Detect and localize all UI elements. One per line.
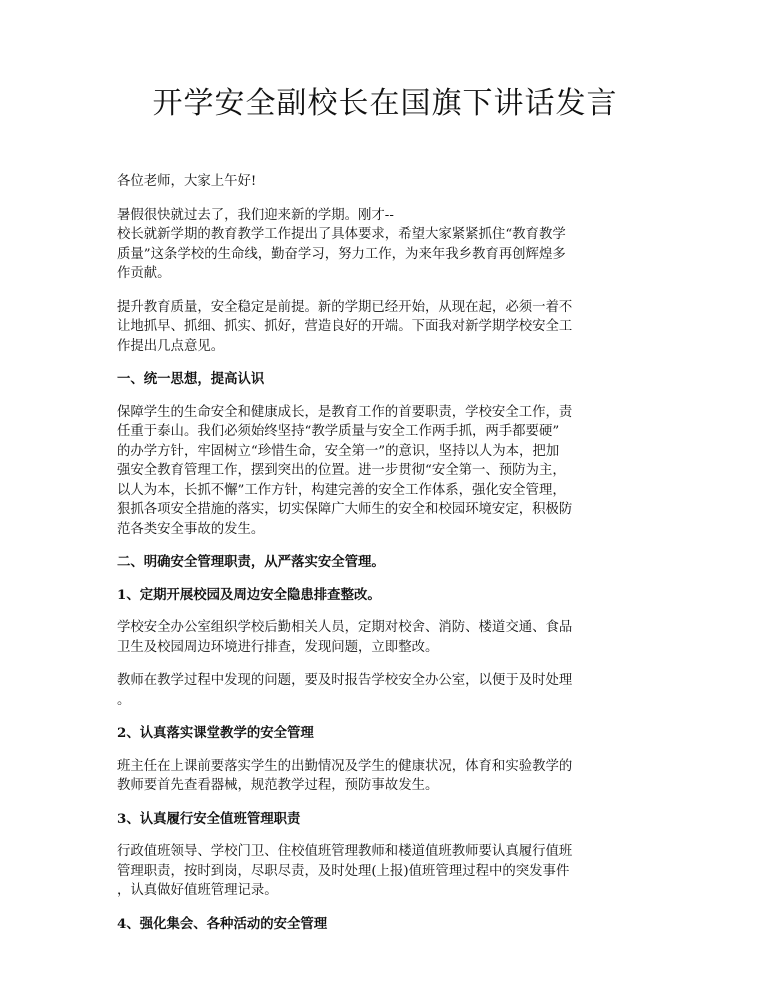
text-line: 以人为本，长抓不懈”工作方针，构建完善的安全工作体系，强化安全管理， bbox=[117, 482, 566, 498]
text-line: 狠抓各项安全措施的落实，切实保障广大师生的安全和校园环境安定，积极防 bbox=[117, 502, 573, 517]
item1-paragraph bbox=[117, 618, 647, 657]
subsection-heading: 4、强化集会、各种活动的安全管理 bbox=[117, 915, 328, 932]
text-line: 质量”这条学校的生命线，勤奋学习，努力工作，为来年我乡教育再创辉煌多 bbox=[117, 246, 566, 262]
subsection-heading: 1、定期开展校园及周边安全隐患排查整改。 bbox=[117, 586, 381, 603]
text-line: 暑假很快就过去了，我们迎来新的学期。刚才-- bbox=[117, 207, 394, 223]
text-line: 校长就新学期的教育教学工作提出了具体要求，希望大家紧紧抓住“教育教学 bbox=[117, 227, 566, 242]
item1-paragraph-2 bbox=[117, 671, 647, 710]
premise-paragraph bbox=[117, 298, 647, 357]
text-line: 教师要首先查看器械，规范教学过程，预防事故发生。 bbox=[117, 778, 439, 793]
text-line: ，认真做好值班管理记录。 bbox=[117, 883, 278, 898]
text-line: 的办学方针，牢固树立“珍惜生命，安全第一”的意识，坚持以人为本，把加 bbox=[117, 443, 560, 459]
text-line: 学校安全办公室组织学校后勤相关人员，定期对校舍、消防、楼道交通、食品 bbox=[117, 620, 573, 635]
text-line: 管理职责，按时到岗，尽职尽责，及时处理(上报)值班管理过程中的突发事件 bbox=[117, 863, 570, 879]
text-line: 卫生及校园周边环境进行排查，发现问题，立即整改。 bbox=[117, 639, 439, 655]
item3-paragraph bbox=[117, 842, 647, 901]
section-heading: 一、统一思想，提高认识 bbox=[117, 371, 265, 387]
text-line: 保障学生的生命安全和健康成长，是教育工作的首要职责，学校安全工作，责 bbox=[117, 404, 573, 420]
text-line: 行政值班领导、学校门卫、住校值班管理教师和楼道值班教师要认真履行值班 bbox=[117, 844, 573, 859]
text-line: 教师在教学过程中发现的问题，要及时报告学校安全办公室，以便于及时处理 bbox=[117, 673, 573, 688]
text-line: 作贡献。 bbox=[117, 266, 171, 281]
text-line: 任重于泰山。我们必须始终坚持“教学质量与安全工作两手抓，两手都要硬” bbox=[117, 424, 560, 439]
item2-paragraph bbox=[117, 757, 647, 796]
greeting-paragraph: 各位老师，大家上午好! bbox=[117, 174, 257, 189]
page-title: 开学安全副校长在国旗下讲话发言 bbox=[152, 86, 618, 121]
text-line: 。 bbox=[117, 692, 131, 708]
text-line: 范各类安全事故的发生。 bbox=[117, 521, 265, 537]
text-line: 提升教育质量，安全稳定是前提。新的学期已经开始，从现在起，必须一着不 bbox=[117, 299, 573, 315]
text-line: 强安全教育管理工作，摆到突出的位置。进一步贯彻“安全第一、预防为主， bbox=[117, 463, 566, 478]
section1-paragraph bbox=[117, 403, 647, 540]
document-body bbox=[117, 172, 647, 947]
text-line: 让地抓早、抓细、抓实、抓好，营造良好的开端。下面我对新学期学校安全工 bbox=[117, 319, 573, 334]
intro-paragraph bbox=[117, 206, 647, 284]
subsection-heading: 2、认真落实课堂教学的安全管理 bbox=[117, 725, 314, 741]
subsection-heading: 3、认真履行安全值班管理职责 bbox=[117, 810, 301, 827]
text-line: 作提出几点意见。 bbox=[117, 338, 225, 354]
section-heading: 二、明确安全管理职责，从严落实安全管理。 bbox=[117, 554, 385, 570]
text-line: 班主任在上课前要落实学生的出勤情况及学生的健康状况，体育和实验教学的 bbox=[117, 758, 573, 774]
